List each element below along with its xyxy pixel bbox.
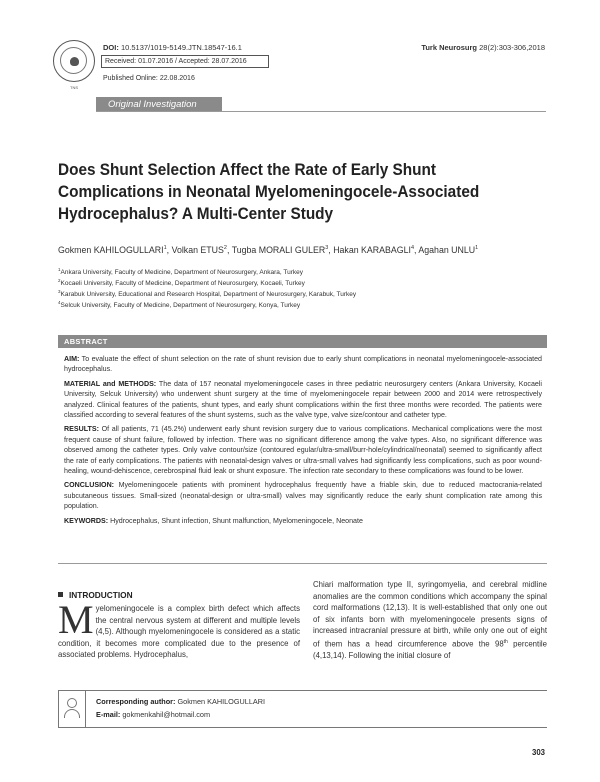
author-name: Hakan KARABAGLI [333, 245, 411, 255]
corresponding-label: Corresponding author: [96, 697, 176, 706]
intro-column-2 [313, 579, 547, 662]
doi-label: DOI: [103, 43, 119, 52]
page-number: 303 [531, 748, 545, 757]
intro-col2-text-end: percentile (4,13,14). Following the initial closure of [313, 639, 547, 661]
author-name: Volkan ETUS [171, 245, 224, 255]
conclusion-text: Myelomeningocele patients with prominent hydrocephalus frequently have a friable skin, due to reduced mactocrania-related subcutaneous tissues. Small-sized (neonatal-design or ultra-small) valves may significantly reduce the early shunt complication rate among this population. [64, 481, 542, 511]
corresponding-rule-bottom [58, 727, 547, 728]
person-body-icon [64, 709, 80, 718]
journal-volume: 28(2):303-306,2018 [479, 43, 545, 52]
results-label: RESULTS: [64, 425, 99, 434]
abstract-body [64, 354, 542, 530]
dropcap: M [58, 597, 94, 642]
journal-ref [421, 43, 545, 52]
author-sup: 2 [223, 245, 227, 252]
author-sup: 3 [325, 245, 329, 252]
author-box [58, 690, 86, 728]
aim-text: To evaluate the effect of shunt selection on the rate of shunt revision due to early shunt complications in neonatal myelomeningocele-associated hydrocephalus. [64, 355, 542, 374]
abstract-methods [64, 379, 542, 421]
section-rule [96, 111, 546, 112]
affiliation-text: Ankara University, Faculty of Medicine, Department of Neurosurgery, Ankara, Turkey [60, 269, 304, 277]
section-label: Original Investigation [108, 99, 197, 110]
intro-heading-text: INTRODUCTION [69, 590, 133, 600]
affiliation [58, 267, 303, 276]
results-text: Of all patients, 71 (45.2%) underwent early shunt revision surgery due to various complications. Mechanical complications were the most frequent cause of shunt failure, followed by infection. There was no significant difference among the valve types. Also, no significant difference was observed among the catheter types. Only valve contour/size (contoured egular/ultra-small/burr-hole/cylindrical/neonatal) seemed to significantly affect the rate of early complications. The patients with neonatal-design valves or ultra-small valves had significantly less complications, such as poor wound-healing, wound-dehiscence, cerebrospinal fluid leak or shunt exposure. The infection rate secondary to these complications was found to be lower. [64, 425, 542, 476]
methods-label: MATERIAL and METHODS: [64, 379, 157, 388]
abstract-conclusion [64, 480, 542, 511]
abstract-results [64, 424, 542, 476]
author-name: Gokmen KAHILOGULLARI [58, 245, 164, 255]
affiliation-sup: 3 [58, 289, 61, 294]
affiliation-sup: 1 [58, 267, 61, 272]
intro-col2-sup: th [503, 638, 508, 645]
affiliation-text: Kocaeli University, Faculty of Medicine, Department of Neurosurgery, Kocaeli, Turkey [60, 280, 305, 288]
title-line: Hydrocephalus? A Multi-Center Study [58, 205, 334, 223]
person-icon [67, 698, 77, 708]
email-link[interactable]: gokmenkahil@hotmail.com [122, 710, 211, 719]
author-name: Agahan UNLU [418, 245, 476, 255]
author-sup: 1 [163, 245, 167, 252]
affiliation-text: Selcuk University, Faculty of Medicine, Department of Neurosurgery, Konya, Turkey [60, 302, 301, 310]
intro-column-1 [58, 597, 300, 661]
published-online: Published Online: 22.08.2016 [103, 75, 195, 82]
title-line: Does Shunt Selection Affect the Rate of Early Shunt [58, 161, 437, 179]
affiliation-sup: 4 [58, 300, 61, 305]
affiliation-text: Karabuk University, Educational and Research Hospital, Department of Neurosurgery, Karabuk, Turkey [60, 291, 357, 299]
intro-col2-text: Chiari malformation type II, syringomyelia, and cerebral midline anomalies are the common conditions which accompany the spinal cord malformations (12,13). It is well-established that only one out of six infants born with myelomeningocele presents signs of increased intracranial pressure at birth, while only one out of eight of them has a head circumference above the 98 [313, 580, 547, 649]
author-sup: 4 [410, 245, 414, 252]
doi-value[interactable]: 10.5137/1019-5149.JTN.18547-16.1 [120, 43, 242, 52]
keywords-text: Hydrocephalus, Shunt infection, Shunt malfunction, Myelomeningocele, Neonate [110, 516, 363, 525]
affiliation [58, 278, 305, 287]
journal-logo [53, 40, 95, 90]
affiliation [58, 300, 300, 309]
intro-col1-text: yelomeningocele is a complex birth defect which affects the central nervous system at different and multiple levels (4,5). Although myelomeningocele is considered as a static condition, it becomes more complicated due to the presence of associated problems. Hydrocephalus, [58, 604, 300, 660]
section-label-bar [96, 97, 222, 112]
email-label: E-mail: [96, 710, 121, 719]
abstract-heading: ABSTRACT [64, 337, 108, 346]
title-line: Complications in Neonatal Myelomeningocele-Associated [58, 183, 480, 201]
brain-icon [70, 57, 79, 66]
doi [103, 43, 242, 52]
abstract-heading-bar [58, 335, 547, 348]
corresponding-name: Gokmen KAHILOGULLARI [177, 697, 266, 706]
logo-sub: TNS [70, 85, 78, 90]
corresponding-rule-top [58, 690, 547, 691]
keywords-label: KEYWORDS: [64, 516, 109, 525]
aim-label: AIM: [64, 355, 80, 363]
abstract-rule [58, 563, 547, 564]
corresponding-email [96, 710, 210, 719]
article-title [58, 159, 495, 225]
abstract-aim [64, 354, 542, 375]
journal-name: Turk Neurosurg [421, 43, 478, 52]
received-accepted: Received: 01.07.2016 / Accepted: 28.07.2016 [101, 55, 269, 68]
abstract-keywords [64, 516, 542, 526]
conclusion-label: CONCLUSION: [64, 481, 115, 490]
methods-text: The data of 157 neonatal myelomeningocele cases in three pediatric neurosurgery centers (Ankara University, Kocaeli University, Selcuk University) who underwent shunt surgery at the time of myelomeningocele repair between 2000 and 2014 were retrospectively analyzed. Clinical features of the patients, shunt types, and early shunt complications within the first three months were recorded. The patients were classified according to several features of the shunt systems, such as the valve type, valve size/contour and catheter type. [64, 379, 542, 420]
affiliation-sup: 2 [58, 278, 61, 283]
author-sup: 1 [475, 245, 479, 252]
author-list: Gokmen KAHILOGULLARI$^1$, Volkan ETUS$^2$, Tugba MORALI GULER$^3$, Hakan KARABAGLI$^4$, Agahan UNLU$^1$ [58, 245, 479, 255]
corresponding-author [96, 697, 265, 706]
affiliation [58, 289, 356, 298]
author-name: Tugba MORALI GULER [231, 245, 326, 255]
